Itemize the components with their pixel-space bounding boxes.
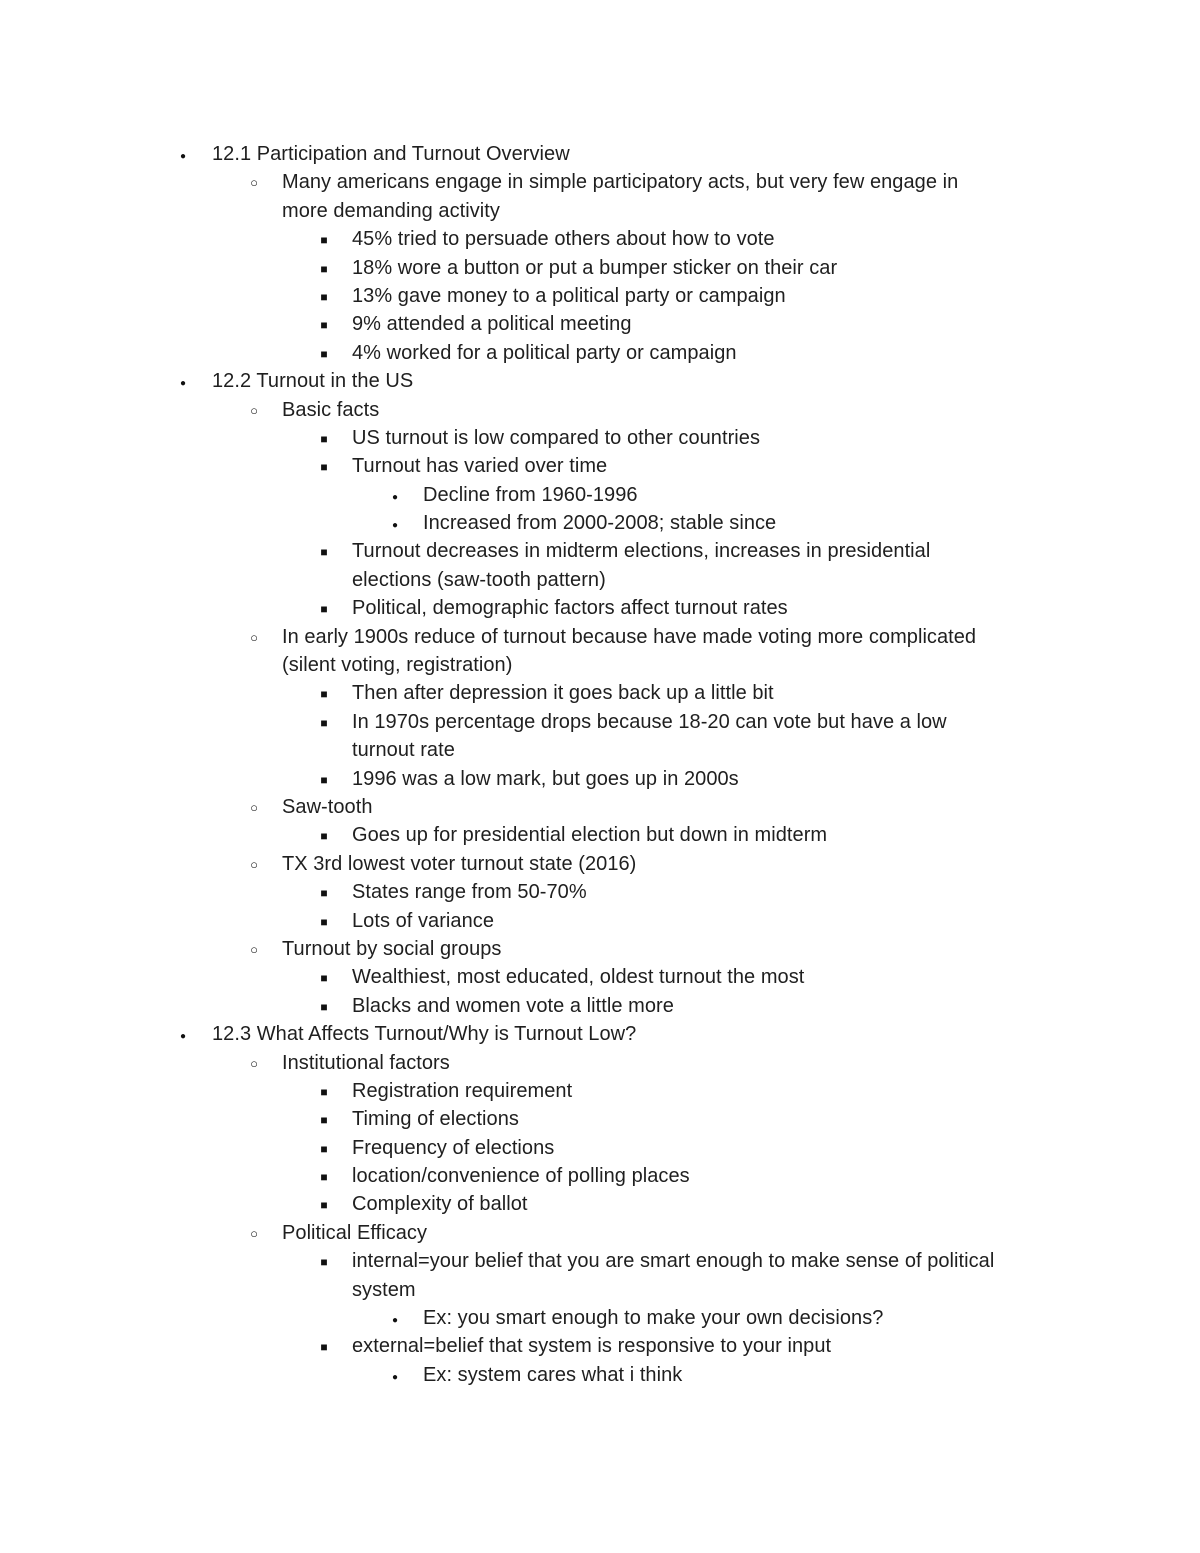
outline-item-continuation — [0, 566, 1200, 594]
outline-item-text: Political Efficacy — [282, 1221, 428, 1244]
square-bullet-icon — [314, 310, 334, 339]
square-bullet-icon — [314, 1105, 334, 1134]
square-bullet-icon — [314, 537, 334, 566]
outline-item-level-1 — [0, 367, 1200, 395]
square-bullet-icon — [314, 594, 334, 623]
square-bullet-icon — [314, 992, 334, 1021]
outline-item-text: In 1970s percentage drops because 18-20 can vote but have a low — [352, 710, 947, 733]
outline-item-level-3 — [0, 679, 1200, 707]
outline-item-text: Turnout decreases in midterm elections, increases in presidential — [352, 540, 931, 563]
outline-item-level-3 — [0, 339, 1200, 367]
outline-item-level-3 — [0, 537, 1200, 565]
outline-item-continuation — [0, 1276, 1200, 1304]
outline-item-text: 9% attended a political meeting — [352, 313, 632, 336]
outline-item-level-3 — [0, 424, 1200, 452]
circle-bullet-icon — [244, 850, 264, 879]
outline-item-level-4 — [0, 1361, 1200, 1389]
outline-item-text: Decline from 1960-1996 — [423, 483, 638, 506]
disc-bullet-icon — [385, 1304, 405, 1335]
outline-item-text: Institutional factors — [282, 1051, 450, 1074]
outline-item-text: Saw-tooth — [282, 795, 373, 818]
outline-item-level-3 — [0, 963, 1200, 991]
outline-item-level-1 — [0, 140, 1200, 168]
outline-item-level-3 — [0, 594, 1200, 622]
outline-item-level-3 — [0, 254, 1200, 282]
outline-item-text: Ex: you smart enough to make your own decisions? — [423, 1307, 884, 1330]
circle-bullet-icon — [244, 1049, 264, 1078]
outline-item-level-2 — [0, 168, 1200, 196]
square-bullet-icon — [314, 1332, 334, 1361]
outline-item-text: Increased from 2000-2008; stable since — [423, 512, 777, 535]
outline-item-text: States range from 50-70% — [352, 881, 587, 904]
outline-item-level-4 — [0, 509, 1200, 537]
circle-bullet-icon — [244, 168, 264, 197]
disc-bullet-icon — [385, 509, 405, 540]
outline-item-level-3 — [0, 1105, 1200, 1133]
square-bullet-icon — [314, 282, 334, 311]
outline-item-level-4 — [0, 1304, 1200, 1332]
square-bullet-icon — [314, 765, 334, 794]
square-bullet-icon — [314, 878, 334, 907]
disc-bullet-icon — [173, 1020, 193, 1051]
square-bullet-icon — [314, 339, 334, 368]
outline-item-level-2 — [0, 1049, 1200, 1077]
square-bullet-icon — [314, 1190, 334, 1219]
outline-item-text: 13% gave money to a political party or campaign — [352, 284, 786, 307]
outline-item-level-2 — [0, 623, 1200, 651]
square-bullet-icon — [314, 679, 334, 708]
outline-item-continuation — [0, 736, 1200, 764]
outline-item-text: more demanding activity — [282, 199, 500, 222]
disc-bullet-icon — [385, 1361, 405, 1392]
outline-item-level-2 — [0, 793, 1200, 821]
outline-item-continuation — [0, 197, 1200, 225]
square-bullet-icon — [314, 1162, 334, 1191]
outline-item-text: elections (saw-tooth pattern) — [352, 568, 606, 591]
square-bullet-icon — [314, 254, 334, 283]
circle-bullet-icon — [244, 396, 264, 425]
outline-item-text: Frequency of elections — [352, 1136, 555, 1159]
circle-bullet-icon — [244, 935, 264, 964]
circle-bullet-icon — [244, 793, 264, 822]
outline-item-text: Turnout by social groups — [282, 937, 502, 960]
disc-bullet-icon — [173, 140, 193, 171]
square-bullet-icon — [314, 963, 334, 992]
outline-item-text: turnout rate — [352, 739, 455, 762]
outline-item-text: internal=your belief that you are smart enough to make sense of political — [352, 1250, 995, 1273]
outline-item-text: In early 1900s reduce of turnout because have made voting more complicated — [282, 625, 977, 648]
square-bullet-icon — [314, 452, 334, 481]
outline-item-level-3 — [0, 310, 1200, 338]
outline-item-text: Complexity of ballot — [352, 1193, 528, 1216]
outline-item-text: TX 3rd lowest voter turnout state (2016) — [282, 852, 637, 875]
circle-bullet-icon — [244, 1219, 264, 1248]
outline-item-level-3 — [0, 1247, 1200, 1275]
outline-item-text: Many americans engage in simple participatory acts, but very few engage in — [282, 171, 959, 194]
outline-item-text: 45% tried to persuade others about how to vote — [352, 228, 775, 251]
outline-item-level-3 — [0, 1134, 1200, 1162]
outline-item-continuation — [0, 651, 1200, 679]
outline-item-level-3 — [0, 765, 1200, 793]
outline-item-level-2 — [0, 1219, 1200, 1247]
square-bullet-icon — [314, 821, 334, 850]
outline-item-text: Blacks and women vote a little more — [352, 994, 674, 1017]
square-bullet-icon — [314, 225, 334, 254]
square-bullet-icon — [314, 1247, 334, 1276]
outline-item-text: Turnout has varied over time — [352, 455, 608, 478]
outline-item-level-3 — [0, 821, 1200, 849]
outline-item-text: Wealthiest, most educated, oldest turnout the most — [352, 966, 805, 989]
outline-item-level-3 — [0, 1077, 1200, 1105]
outline-item-level-3 — [0, 878, 1200, 906]
outline-item-text: Registration requirement — [352, 1079, 573, 1102]
outline-item-text: 12.2 Turnout in the US — [212, 370, 414, 393]
square-bullet-icon — [314, 1077, 334, 1106]
outline-item-text: 1996 was a low mark, but goes up in 2000s — [352, 767, 739, 790]
outline-item-text: external=belief that system is responsive to your input — [352, 1335, 832, 1358]
disc-bullet-icon — [173, 367, 193, 398]
outline-item-text: 18% wore a button or put a bumper sticker on their car — [352, 256, 838, 279]
square-bullet-icon — [314, 907, 334, 936]
outline-item-text: 12.3 What Affects Turnout/Why is Turnout Low? — [212, 1023, 637, 1046]
outline-item-level-1 — [0, 1020, 1200, 1048]
outline-item-text: Ex: system cares what i think — [423, 1363, 683, 1386]
outline-item-level-3 — [0, 708, 1200, 736]
outline-item-level-3 — [0, 452, 1200, 480]
outline-item-level-3 — [0, 1332, 1200, 1360]
circle-bullet-icon — [244, 623, 264, 652]
outline-item-level-3 — [0, 992, 1200, 1020]
square-bullet-icon — [314, 424, 334, 453]
outline-item-level-3 — [0, 1190, 1200, 1218]
outline-item-text: Lots of variance — [352, 909, 494, 932]
outline-item-text: 12.1 Participation and Turnout Overview — [212, 143, 570, 165]
outline-item-text: Then after depression it goes back up a little bit — [352, 682, 774, 705]
document-body — [0, 140, 1200, 1389]
outline-item-text: (silent voting, registration) — [282, 654, 513, 677]
outline-item-text: Basic facts — [282, 398, 380, 421]
outline-item-text: location/convenience of polling places — [352, 1165, 690, 1188]
outline-item-level-4 — [0, 481, 1200, 509]
disc-bullet-icon — [385, 481, 405, 512]
square-bullet-icon — [314, 708, 334, 737]
outline-item-level-2 — [0, 850, 1200, 878]
outline-item-text: Political, demographic factors affect turnout rates — [352, 597, 788, 620]
outline-item-text: Timing of elections — [352, 1108, 519, 1131]
outline-item-text: 4% worked for a political party or campaign — [352, 341, 737, 364]
outline-item-level-3 — [0, 907, 1200, 935]
outline-item-text: Goes up for presidential election but down in midterm — [352, 824, 828, 847]
outline-item-level-3 — [0, 1162, 1200, 1190]
outline-item-level-2 — [0, 935, 1200, 963]
square-bullet-icon — [314, 1134, 334, 1163]
outline-item-level-2 — [0, 396, 1200, 424]
outline-item-level-3 — [0, 282, 1200, 310]
outline-item-text: US turnout is low compared to other countries — [352, 426, 761, 449]
outline-item-level-3 — [0, 225, 1200, 253]
outline-item-text: system — [352, 1278, 416, 1301]
